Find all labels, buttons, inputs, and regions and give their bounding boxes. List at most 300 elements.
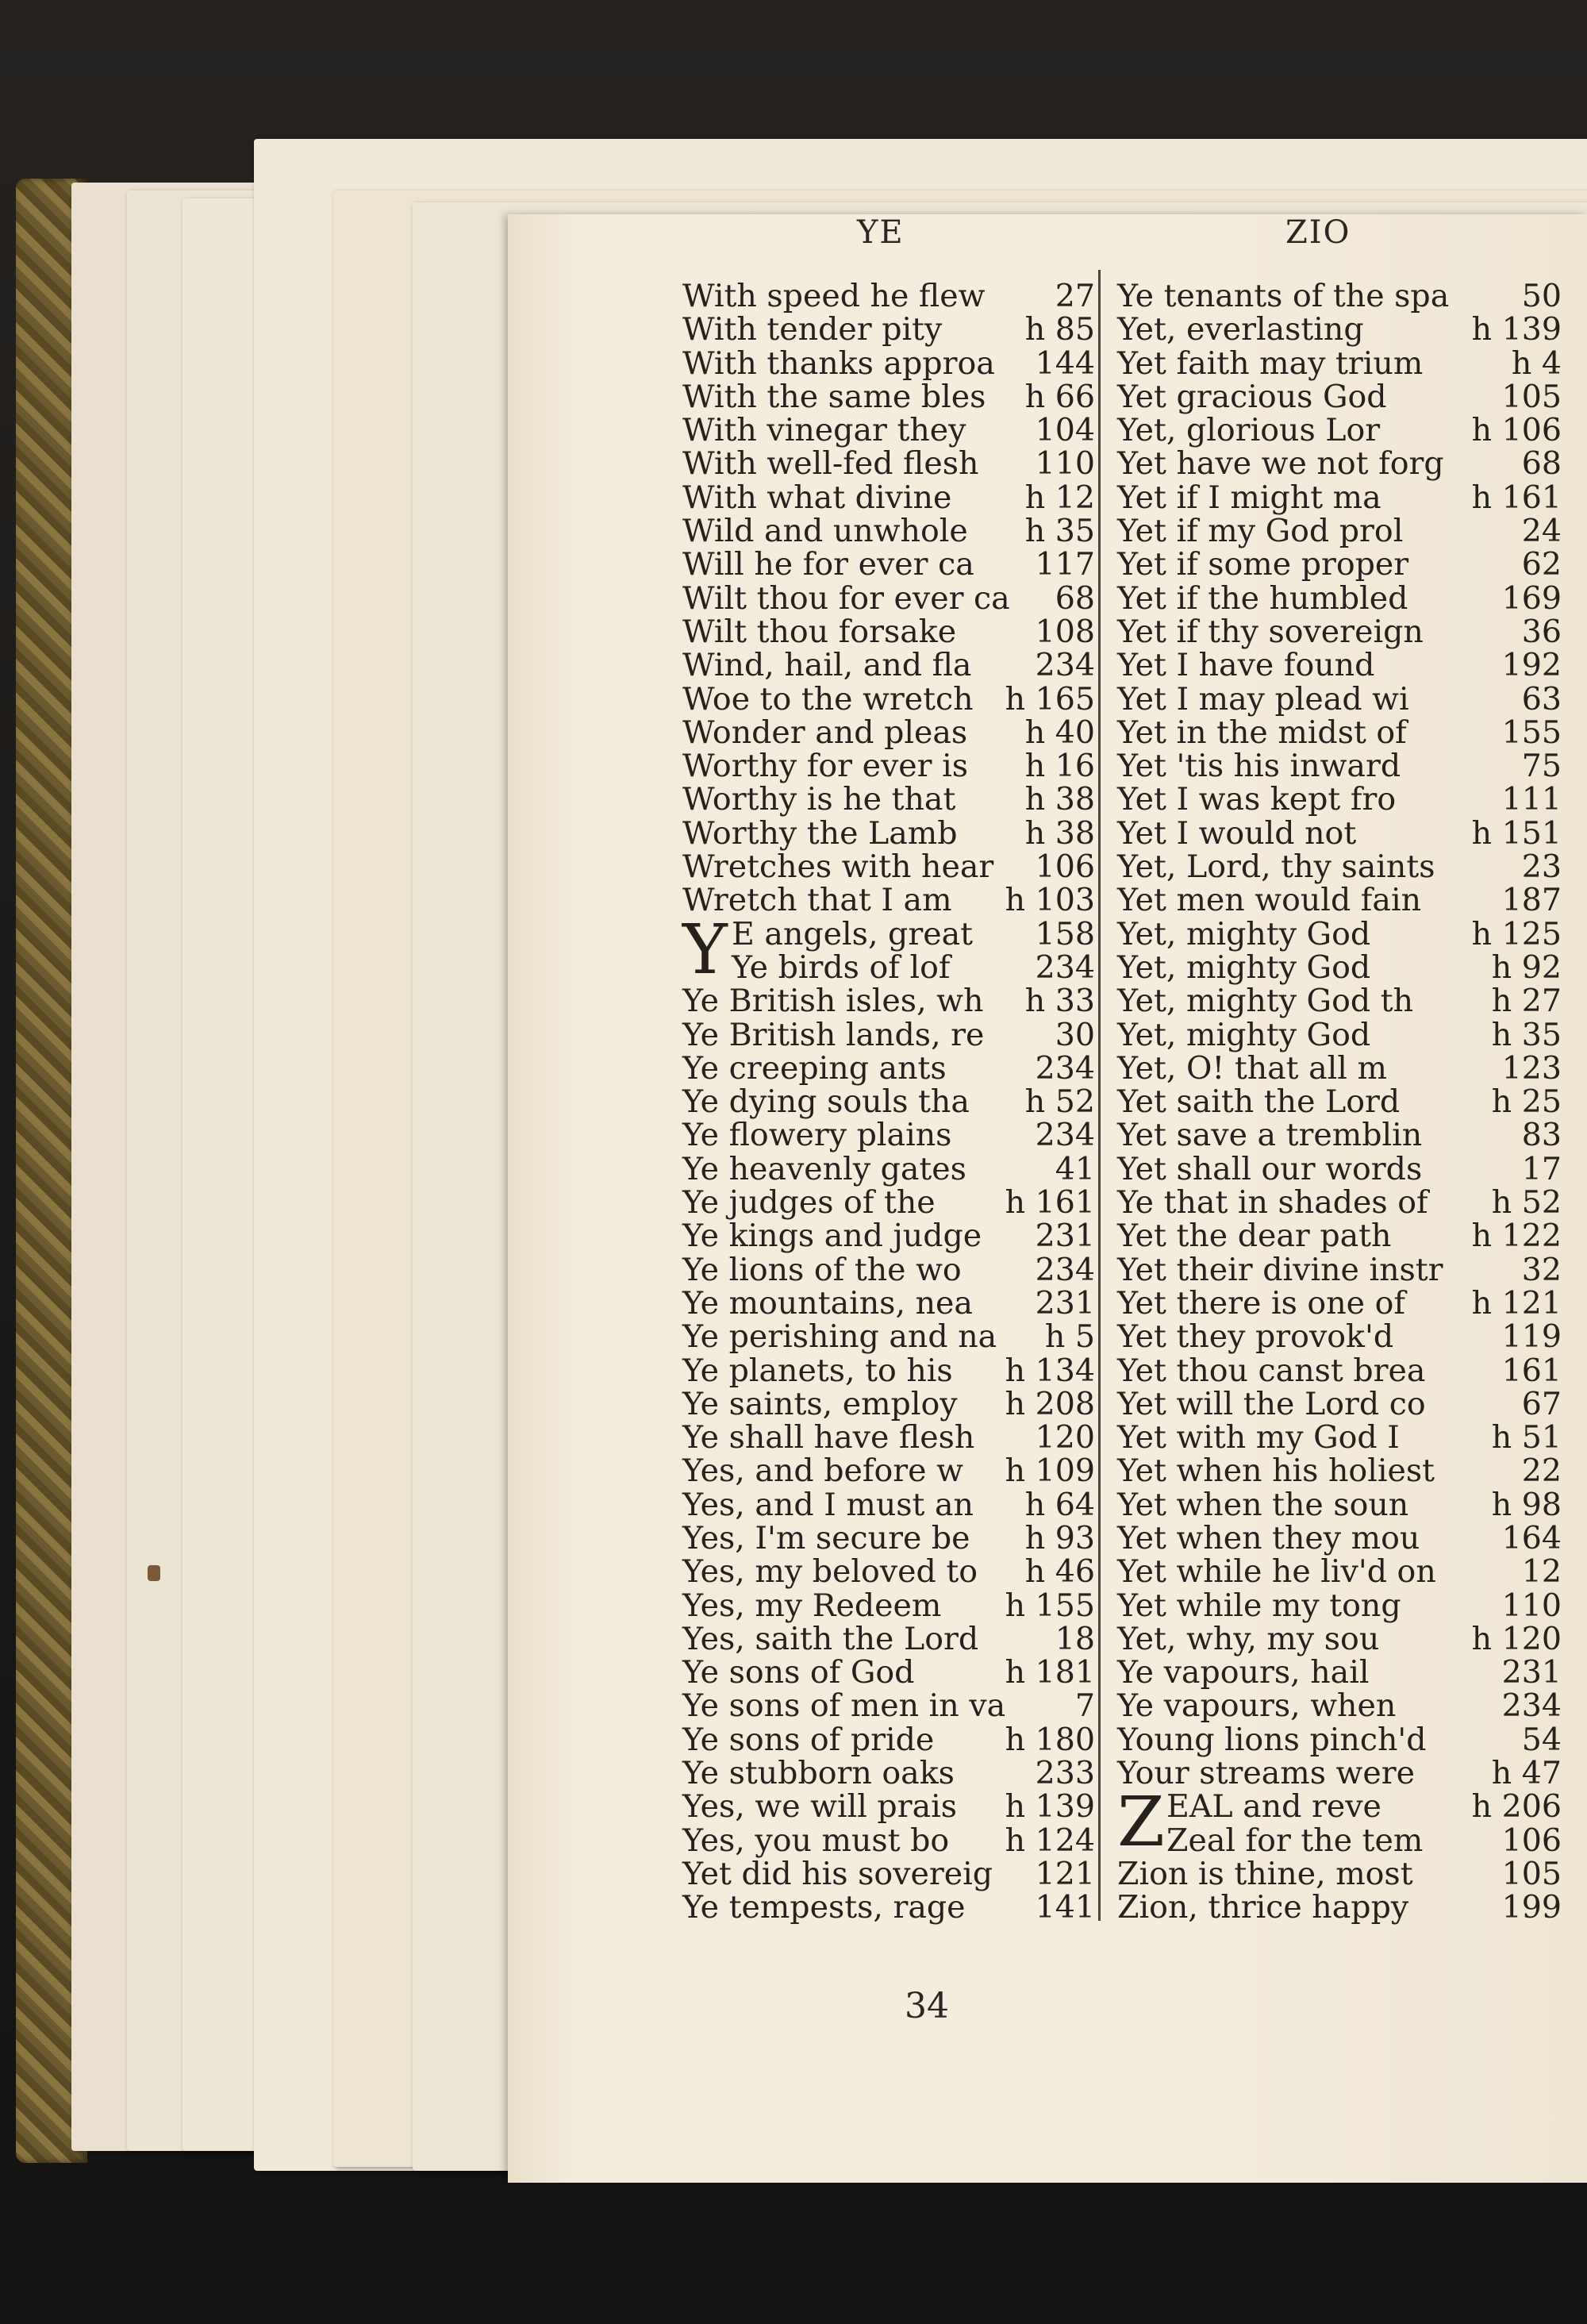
index-entry (1117, 1083, 1562, 1121)
index-entry (1117, 1519, 1562, 1556)
index-entry (682, 1589, 1095, 1622)
index-entry (682, 1387, 1095, 1421)
entry-page-reference: 234 (1501, 1687, 1562, 1725)
entry-page-reference: 187 (1501, 882, 1562, 919)
index-entry (682, 1218, 1095, 1255)
entry-first-line: Yet I have found (1117, 647, 1375, 684)
entry-page-reference: 17 (1521, 1150, 1562, 1187)
index-entry (1117, 1824, 1562, 1857)
entry-first-line: Ye planets, to his (682, 1352, 953, 1389)
index-entry (1117, 344, 1562, 382)
index-entry (682, 783, 1095, 816)
index-entry (1117, 1184, 1562, 1222)
index-entry (1117, 648, 1562, 682)
entry-page-reference: 231 (1035, 1218, 1095, 1255)
entry-page-reference: 155 (1501, 714, 1562, 751)
entry-page-reference: 233 (1035, 1755, 1095, 1792)
ink-spot (148, 1565, 160, 1581)
index-entry (1117, 814, 1562, 852)
entry-page-reference: h 33 (1024, 983, 1095, 1020)
entry-page-reference: 161 (1501, 1352, 1562, 1389)
index-entry (682, 344, 1095, 382)
index-entry (682, 984, 1095, 1018)
index-entry (1117, 1687, 1562, 1725)
index-entry (682, 380, 1095, 414)
entry-page-reference: 41 (1055, 1150, 1095, 1187)
index-entry (682, 716, 1095, 749)
entry-first-line: Yet the dear path (1117, 1218, 1392, 1255)
entry-first-line: Ye vapours, hail (1117, 1654, 1370, 1691)
index-entry (682, 749, 1095, 783)
entry-page-reference: 36 (1521, 613, 1562, 650)
entry-first-line: Yet thou canst brea (1117, 1352, 1426, 1389)
entry-page-reference: h 125 (1471, 915, 1562, 952)
entry-page-reference: 231 (1501, 1654, 1562, 1691)
index-entry (1117, 915, 1562, 952)
index-entry (1117, 1253, 1562, 1287)
entry-first-line: Yet will the Lord co (1117, 1385, 1426, 1422)
entry-first-line: Yes, you must bo (682, 1822, 950, 1859)
entry-page-reference: h 12 (1024, 479, 1095, 516)
entry-first-line: Yes, my Redeem (682, 1587, 942, 1624)
entry-first-line: Yet they provok'd (1117, 1318, 1394, 1356)
entry-page-reference: h 139 (1005, 1788, 1095, 1826)
index-entry (682, 414, 1095, 447)
entry-page-reference: h 161 (1471, 479, 1562, 516)
entry-page-reference: h 106 (1471, 412, 1562, 449)
entry-first-line: Yet save a tremblin (1117, 1117, 1423, 1154)
entry-first-line: Ye saints, employ (682, 1385, 958, 1422)
entry-first-line: Woe to the wretch (682, 680, 974, 718)
index-entry (1117, 579, 1562, 617)
entry-page-reference: h 66 (1024, 378, 1095, 415)
entry-page-reference: 27 (1055, 278, 1095, 314)
right-index-column (1117, 279, 1562, 1925)
entry-page-reference: h 206 (1471, 1788, 1562, 1826)
index-entry (682, 1891, 1095, 1924)
entry-page-reference: h 46 (1024, 1553, 1095, 1591)
entry-first-line: Ye vapours, when (1117, 1687, 1397, 1725)
index-entry (1117, 1488, 1562, 1522)
entry-page-reference: h 38 (1024, 781, 1095, 818)
entry-first-line: Wild and unwhole (682, 513, 968, 550)
entry-page-reference: h 52 (1491, 1184, 1562, 1222)
entry-first-line: Ye mountains, nea (682, 1284, 973, 1322)
index-entry (1117, 1656, 1562, 1689)
entry-page-reference: h 180 (1005, 1721, 1095, 1758)
entry-first-line: Young lions pinch'd (1117, 1721, 1427, 1758)
entry-page-reference: 231 (1035, 1284, 1095, 1322)
entry-first-line: Yet, mighty God th (1117, 983, 1414, 1020)
index-entry (682, 1857, 1095, 1891)
entry-first-line: Yet I may plead wi (1117, 680, 1409, 718)
entry-page-reference: 123 (1501, 1049, 1562, 1087)
entry-page-reference: 50 (1521, 278, 1562, 314)
entry-page-reference: 62 (1521, 546, 1562, 583)
index-entry (1117, 481, 1562, 514)
entry-page-reference: 117 (1035, 546, 1095, 583)
entry-page-reference: 23 (1521, 848, 1562, 886)
entry-page-reference: 75 (1521, 748, 1562, 785)
entry-page-reference: h 161 (1005, 1184, 1095, 1222)
entry-page-reference: 199 (1501, 1889, 1562, 1926)
left-index-column (682, 279, 1095, 1925)
entry-first-line: Yet, mighty God (1117, 948, 1371, 986)
entry-page-reference: h 124 (1005, 1822, 1095, 1859)
entry-first-line: Ye British lands, re (682, 1016, 985, 1053)
entry-first-line: Yet I would not (1117, 814, 1357, 852)
entry-page-reference: 106 (1501, 1822, 1562, 1859)
entry-page-reference: 106 (1035, 848, 1095, 886)
index-entry (682, 1756, 1095, 1790)
entry-first-line: With well-fed flesh (682, 445, 979, 483)
index-entry (682, 548, 1095, 581)
index-entry (682, 680, 1095, 718)
entry-page-reference: 83 (1521, 1117, 1562, 1154)
index-entry (1117, 1387, 1562, 1421)
entry-first-line: Ye perishing and na (682, 1318, 997, 1356)
index-entry (682, 313, 1095, 346)
entry-first-line: Yet if I might ma (1117, 479, 1381, 516)
entry-first-line: Yet I was kept fro (1117, 781, 1397, 818)
entry-first-line: Yes, saith the Lord (682, 1620, 979, 1657)
index-entry (682, 1083, 1095, 1121)
index-entry (682, 948, 1095, 986)
index-entry (1117, 615, 1562, 648)
index-entry (682, 445, 1095, 483)
entry-first-line: Yet in the midst of (1117, 714, 1407, 751)
entry-first-line: Yet there is one of (1117, 1284, 1405, 1322)
entry-first-line: Ye heavenly gates (682, 1150, 966, 1187)
entry-first-line: Yet when his holiest (1117, 1452, 1435, 1490)
entry-first-line: Yet have we not forg (1117, 445, 1444, 483)
entry-page-reference: h 64 (1024, 1486, 1095, 1523)
entry-first-line: Yet, everlasting (1117, 311, 1364, 348)
page-number: 34 (905, 1986, 949, 2026)
entry-page-reference: h 47 (1491, 1755, 1562, 1792)
index-entry (682, 1488, 1095, 1522)
entry-first-line: Worthy is he that (682, 781, 956, 818)
entry-page-reference: h 40 (1024, 714, 1095, 751)
index-entry (682, 1184, 1095, 1222)
entry-page-reference: 144 (1035, 344, 1095, 382)
entry-page-reference: 141 (1035, 1889, 1095, 1926)
entry-page-reference: 30 (1055, 1016, 1095, 1053)
entry-page-reference: 12 (1521, 1553, 1562, 1591)
entry-page-reference: h 25 (1491, 1083, 1562, 1121)
index-entry (682, 1452, 1095, 1490)
index-entry (682, 279, 1095, 313)
entry-page-reference: 68 (1521, 445, 1562, 483)
index-entry (1117, 783, 1562, 816)
entry-page-reference: 234 (1035, 948, 1095, 986)
column-divider (1098, 270, 1101, 1921)
entry-first-line: Will he for ever ca (682, 546, 974, 583)
entry-page-reference: h 51 (1491, 1419, 1562, 1456)
entry-first-line: Ye sons of pride (682, 1721, 935, 1758)
entry-first-line: Ye dying souls tha (682, 1083, 970, 1121)
entry-first-line: Ye lions of the wo (682, 1251, 962, 1288)
entry-page-reference: h 98 (1491, 1486, 1562, 1523)
entry-first-line: Ye tempests, rage (682, 1889, 966, 1926)
entry-first-line: Ye creeping ants (682, 1049, 947, 1087)
entry-page-reference: h 4 (1511, 344, 1562, 382)
index-entry (682, 1687, 1095, 1725)
entry-first-line: Ye shall have flesh (682, 1419, 975, 1456)
entry-first-line: Wilt thou forsake (682, 613, 957, 650)
entry-page-reference: h 181 (1005, 1654, 1095, 1691)
entry-first-line: Yet, Lord, thy saints (1117, 848, 1435, 886)
index-entry (682, 1553, 1095, 1591)
entry-first-line: Yet 'tis his inward (1117, 748, 1401, 785)
drop-cap-initial: Y (682, 910, 728, 990)
entry-page-reference: 54 (1521, 1721, 1562, 1758)
entry-first-line: Worthy for ever is (682, 748, 969, 785)
index-entry (1117, 1018, 1562, 1052)
index-entry (682, 1253, 1095, 1287)
index-entry (682, 1519, 1095, 1556)
entry-page-reference: 68 (1055, 579, 1095, 617)
entry-first-line: With speed he flew (682, 278, 986, 314)
entry-first-line: Yet while my tong (1117, 1587, 1401, 1624)
index-entry (682, 1118, 1095, 1152)
index-entry (682, 648, 1095, 682)
entry-page-reference: 67 (1521, 1385, 1562, 1422)
entry-first-line: Zion is thine, most (1117, 1855, 1413, 1892)
index-entry (1117, 749, 1562, 783)
entry-first-line: Ye judges of the (682, 1184, 936, 1222)
entry-first-line: Ye kings and judge (682, 1218, 982, 1255)
index-entry (1117, 1891, 1562, 1924)
entry-page-reference: 105 (1501, 1855, 1562, 1892)
entry-first-line: Zion, thrice happy (1117, 1889, 1409, 1926)
entry-first-line: Ye sons of God (682, 1654, 915, 1691)
entry-page-reference: h 165 (1005, 680, 1095, 718)
index-entry (682, 1788, 1095, 1826)
index-entry (1117, 1118, 1562, 1152)
index-entry (1117, 1152, 1562, 1186)
entry-page-reference: h 16 (1024, 748, 1095, 785)
index-entry (682, 1723, 1095, 1756)
entry-page-reference: 192 (1501, 647, 1562, 684)
entry-page-reference: 18 (1055, 1620, 1095, 1657)
index-entry (682, 1018, 1095, 1052)
index-entry (682, 1354, 1095, 1387)
entry-page-reference: 158 (1035, 915, 1095, 952)
entry-first-line: E angels, great (732, 915, 974, 952)
index-entry (682, 1152, 1095, 1186)
entry-first-line: Yet with my God I (1117, 1419, 1400, 1456)
entry-first-line: Yet, mighty God (1117, 915, 1371, 952)
running-header-right: ZIO (1285, 214, 1351, 251)
index-entry (1117, 279, 1562, 313)
entry-first-line: Ye tenants of the spa (1117, 278, 1450, 314)
entry-page-reference: 7 (1074, 1687, 1095, 1725)
index-entry (1117, 313, 1562, 346)
index-entry (1117, 514, 1562, 548)
entry-first-line: Yet if some proper (1117, 546, 1409, 583)
entry-page-reference: 164 (1501, 1519, 1562, 1556)
index-entry (1117, 1589, 1562, 1622)
entry-page-reference: 234 (1035, 1049, 1095, 1087)
entry-page-reference: 111 (1501, 781, 1562, 818)
index-entry (1117, 380, 1562, 414)
index-entry (682, 1656, 1095, 1689)
entry-page-reference: h 122 (1471, 1218, 1562, 1255)
entry-first-line: Ye flowery plains (682, 1117, 952, 1154)
entry-page-reference: 22 (1521, 1452, 1562, 1490)
entry-first-line: Yet when the soun (1117, 1486, 1409, 1523)
drop-cap-initial: Z (1117, 1783, 1165, 1863)
entry-first-line: With the same bles (682, 378, 986, 415)
index-entry (682, 481, 1095, 514)
entry-first-line: With thanks approa (682, 344, 995, 382)
index-entry (1117, 1857, 1562, 1891)
entry-page-reference: 169 (1501, 579, 1562, 617)
entry-first-line: Ye sons of men in va (682, 1687, 1006, 1725)
index-entry (1117, 883, 1562, 917)
entry-first-line: With what divine (682, 479, 952, 516)
entry-first-line: Yet while he liv'd on (1117, 1553, 1436, 1591)
entry-first-line: Zeal for the tem (1166, 1822, 1424, 1859)
index-entry (1117, 1284, 1562, 1322)
index-entry (682, 514, 1095, 548)
entry-first-line: Wilt thou for ever ca (682, 579, 1010, 617)
entry-page-reference: 234 (1035, 647, 1095, 684)
entry-page-reference: h 85 (1024, 311, 1095, 348)
index-entry (1117, 445, 1562, 483)
index-entry (1117, 1318, 1562, 1356)
index-entry (1117, 984, 1562, 1018)
entry-page-reference: h 38 (1024, 814, 1095, 852)
index-entry (1117, 1723, 1562, 1756)
entry-page-reference: 119 (1501, 1318, 1562, 1356)
entry-page-reference: h 52 (1024, 1083, 1095, 1121)
index-entry (1117, 848, 1562, 886)
index-entry (682, 814, 1095, 852)
index-entry (682, 848, 1095, 886)
entry-first-line: Yet their divine instr (1117, 1251, 1443, 1288)
index-entry (682, 1318, 1095, 1356)
entry-first-line: Yet faith may trium (1117, 344, 1424, 382)
index-entry (1117, 680, 1562, 718)
index-entry (1117, 948, 1562, 986)
entry-first-line: Wretch that I am (682, 882, 952, 919)
entry-first-line: Yet, mighty God (1117, 1016, 1371, 1053)
entry-first-line: Yet if my God prol (1117, 513, 1404, 550)
entry-first-line: Worthy the Lamb (682, 814, 958, 852)
entry-first-line: Yes, and I must an (682, 1486, 974, 1523)
entry-page-reference: h 92 (1491, 948, 1562, 986)
index-entry (1117, 1049, 1562, 1087)
entry-page-reference: h 134 (1005, 1352, 1095, 1389)
index-entry (1117, 716, 1562, 749)
index-entry (682, 1824, 1095, 1857)
entry-page-reference: h 121 (1471, 1284, 1562, 1322)
entry-first-line: Yet shall our words (1117, 1150, 1423, 1187)
entry-page-reference: 32 (1521, 1251, 1562, 1288)
index-entry (1117, 1452, 1562, 1490)
entry-page-reference: h 155 (1005, 1587, 1095, 1624)
entry-page-reference: h 151 (1471, 814, 1562, 852)
entry-page-reference: 110 (1501, 1587, 1562, 1624)
entry-first-line: Yet men would fain (1117, 882, 1422, 919)
entry-page-reference: h 208 (1005, 1385, 1095, 1422)
entry-first-line: Yet gracious God (1117, 378, 1387, 415)
entry-page-reference: h 27 (1491, 983, 1562, 1020)
entry-first-line: Ye stubborn oaks (682, 1755, 955, 1792)
entry-page-reference: 234 (1035, 1117, 1095, 1154)
entry-first-line: Yet if the humbled (1117, 579, 1408, 617)
index-entry (682, 1622, 1095, 1656)
entry-first-line: Yes, we will prais (682, 1788, 958, 1826)
entry-first-line: Yet, glorious Lor (1117, 412, 1381, 449)
entry-page-reference: 108 (1035, 613, 1095, 650)
entry-page-reference: h 5 (1044, 1318, 1095, 1356)
entry-first-line: Your streams were (1117, 1755, 1415, 1792)
entry-first-line: Yes, my beloved to (682, 1553, 978, 1591)
entry-first-line: Yet when they mou (1117, 1519, 1420, 1556)
entry-page-reference: 234 (1035, 1251, 1095, 1288)
index-entry (1117, 414, 1562, 447)
entry-first-line: Yet, why, my sou (1117, 1620, 1380, 1657)
entry-page-reference: 24 (1521, 513, 1562, 550)
index-entry (682, 1284, 1095, 1322)
entry-page-reference: h 120 (1471, 1620, 1562, 1657)
entry-page-reference: 121 (1035, 1855, 1095, 1892)
entry-page-reference: 104 (1035, 412, 1095, 449)
index-entry (1117, 1218, 1562, 1255)
entry-first-line: Wonder and pleas (682, 714, 968, 751)
running-header-left: YE (857, 214, 905, 251)
index-entry (682, 615, 1095, 648)
entry-first-line: Yet saith the Lord (1117, 1083, 1401, 1121)
entry-first-line: Yes, and before w (682, 1452, 963, 1490)
index-entry (1117, 1354, 1562, 1387)
entry-first-line: Wind, hail, and fla (682, 647, 972, 684)
index-entry (1117, 1622, 1562, 1656)
entry-first-line: Wretches with hear (682, 848, 994, 886)
entry-page-reference: h 139 (1471, 311, 1562, 348)
entry-first-line: Yet if thy sovereign (1117, 613, 1424, 650)
entry-page-reference: 120 (1035, 1419, 1095, 1456)
entry-page-reference: h 103 (1005, 882, 1095, 919)
entry-first-line: EAL and reve (1166, 1788, 1381, 1826)
entry-first-line: Ye birds of lof (732, 948, 951, 986)
entry-page-reference: 63 (1521, 680, 1562, 718)
entry-page-reference: 105 (1501, 378, 1562, 415)
index-entry (682, 1421, 1095, 1454)
index-entry (1117, 1553, 1562, 1591)
index-entry (1117, 548, 1562, 581)
entry-first-line: Yes, I'm secure be (682, 1519, 970, 1556)
entry-first-line: With vinegar they (682, 412, 966, 449)
index-entry (682, 1049, 1095, 1087)
index-entry (682, 883, 1095, 917)
entry-first-line: With tender pity (682, 311, 943, 348)
entry-page-reference: h 109 (1005, 1452, 1095, 1490)
entry-first-line: Yet did his sovereig (682, 1855, 993, 1892)
entry-first-line: Yet, O! that all m (1117, 1049, 1387, 1087)
entry-first-line: Ye that in shades of (1117, 1184, 1428, 1222)
index-entry (1117, 1421, 1562, 1454)
index-entry (1117, 1756, 1562, 1790)
entry-first-line: Ye British isles, wh (682, 983, 984, 1020)
entry-page-reference: 110 (1035, 445, 1095, 483)
entry-page-reference: h 93 (1024, 1519, 1095, 1556)
index-entry (682, 579, 1095, 617)
entry-page-reference: h 35 (1024, 513, 1095, 550)
